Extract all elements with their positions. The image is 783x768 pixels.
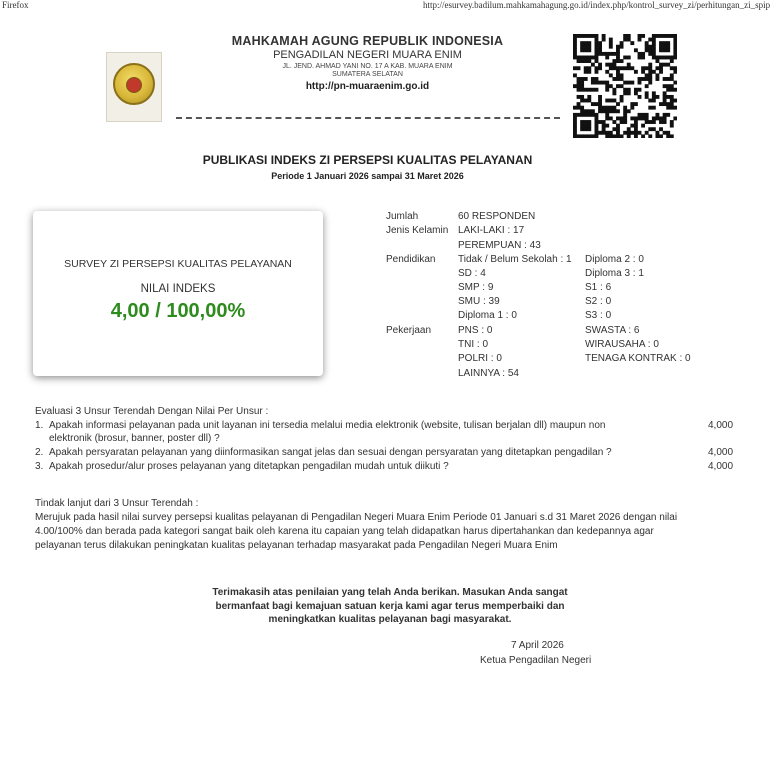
pendidikan-item: S1 : 6 [585,282,612,293]
follow-up-line: pelayanan terus dilakukan peningkatan kualitas pelayanan terhadap masyarakat pada Pengadilan Negeri Muara Enim [35,540,558,551]
pendidikan-item: S2 : 0 [585,296,612,307]
card-heading: SURVEY ZI PERSEPSI KUALITAS PELAYANAN [64,258,292,270]
stat-label-jumlah: Jumlah [386,211,419,222]
eval-number: 3. [35,461,44,472]
eval-question: Apakah informasi pelayanan pada unit layanan ini tersedia melalui media elektronik (website, tulisan berjalan dll) maupun non [49,420,606,431]
pekerjaan-item: TENAGA KONTRAK : 0 [585,353,691,364]
follow-up-line: 4.00/100% dan berada pada kategori sangat baik oleh karena itu capaian yang telah didapatkan harus dipertahankan dan kedepannya agar [35,526,654,537]
index-value: 4,00 / 100,00% [110,300,246,322]
court-website[interactable]: http://pn-muaraenim.go.id [305,81,430,92]
browser-bar [0,0,783,12]
signature-date: 7 April 2026 [511,640,564,651]
court-address: JL. JEND. AHMAD YANI NO. 17 A KAB. MUARA ENIM [282,63,453,70]
pendidikan-item: SD : 4 [458,268,486,279]
court-logo [106,52,162,122]
signature-role: Ketua Pengadilan Negeri [480,655,592,666]
court-name: PENGADILAN NEGERI MUARA ENIM [273,49,462,61]
stat-label-pekerjaan: Pekerjaan [386,325,432,336]
pendidikan-item: SMP : 9 [458,282,494,293]
pendidikan-item: S3 : 0 [585,310,612,321]
follow-up-heading: Tindak lanjut dari 3 Unsur Terendah : [35,498,199,509]
letterhead [170,34,565,92]
page-title: PUBLIKASI INDEKS ZI PERSEPSI KUALITAS PELAYANAN [202,153,533,167]
card-label: NILAI INDEKS [140,283,216,295]
letterhead-divider [176,117,560,119]
pendidikan-item: Tidak / Belum Sekolah : 1 [458,254,572,265]
emblem-center-icon [126,77,142,93]
institution-name: MAHKAMAH AGUNG REPUBLIK INDONESIA [231,34,504,48]
pendidikan-item: SMU : 39 [458,296,500,307]
pekerjaan-item: TNI : 0 [458,339,489,350]
eval-question: Apakah prosedur/alur proses pelayanan yang ditetapkan pengadilan mudah untuk diikuti ? [49,461,449,472]
eval-score: 4,000 [708,461,734,472]
court-province: SUMATERA SELATAN [332,71,403,78]
pendidikan-item: Diploma 1 : 0 [458,310,517,321]
eval-question: Apakah persyaratan pelayanan yang diinformasikan sangat jelas dan sesuai dengan persyaratan yang ditetapkan pengadilan ? [49,447,612,458]
stat-value-perempuan: PEREMPUAN : 43 [458,240,541,251]
period-text: Periode 1 Januari 2026 sampai 31 Maret 2026 [271,171,464,181]
pendidikan-item: Diploma 3 : 1 [585,268,644,279]
thank-you-line: meningkatkan kualitas pelayanan bagi masyarakat. [268,614,512,625]
stat-label-pendidikan: Pendidikan [386,254,436,265]
browser-url[interactable]: http://esurvey.badilum.mahkamahagung.go.id/index.php/kontrol_survey_zi/perhitungan_zi_spip [423,0,771,10]
thank-you-line: Terimakasih atas penilaian yang telah Anda berikan. Masukan Anda sangat [212,587,568,598]
pekerjaan-item: SWASTA : 6 [585,325,640,336]
eval-question-cont: elektronik (brosur, banner, poster dll) ? [49,433,220,444]
pekerjaan-item: POLRI : 0 [458,353,502,364]
stat-label-jenis-kelamin: Jenis Kelamin [386,225,449,236]
stat-value-jumlah: 60 RESPONDEN [458,211,536,222]
follow-up-line: Merujuk pada hasil nilai survey persepsi kualitas pelayanan di Pengadilan Negeri Muara Enim Periode 01 Januari s.d 31 Maret 2026 dengan nilai [35,512,678,523]
browser-label: Firefox [2,0,29,10]
thank-you-note [190,586,590,627]
evaluation-heading: Evaluasi 3 Unsur Terendah Dengan Nilai Per Unsur : [35,406,269,417]
thank-you-line: bermanfaat bagi kemajuan satuan kerja kami agar terus memperbaiki dan [215,600,565,612]
qr-code-icon [573,34,677,138]
eval-score: 4,000 [708,420,734,431]
eval-score: 4,000 [708,447,734,458]
eval-number: 1. [35,420,44,431]
pendidikan-item: Diploma 2 : 0 [585,254,644,265]
pekerjaan-item: PNS : 0 [458,325,493,336]
pekerjaan-item: LAINNYA : 54 [458,368,519,379]
pekerjaan-item: WIRAUSAHA : 0 [585,339,659,350]
stat-value-laki: LAKI-LAKI : 17 [458,225,525,236]
eval-number: 2. [35,447,44,458]
index-card [33,211,323,376]
